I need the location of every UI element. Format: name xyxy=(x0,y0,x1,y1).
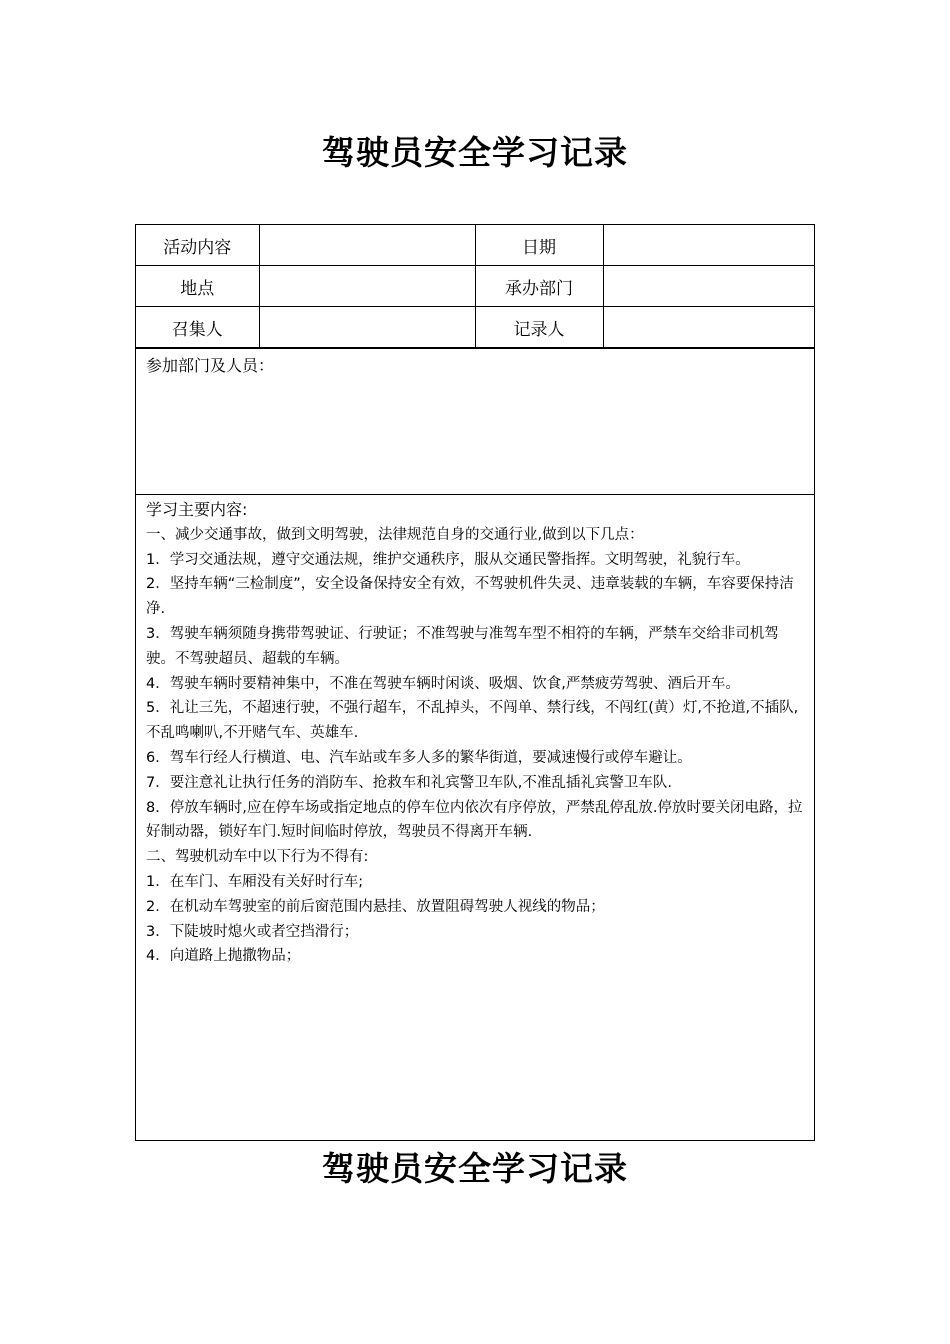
study-content-section xyxy=(136,494,814,1140)
content-line: 二、驾驶机动车中以下行为不得有: xyxy=(146,849,369,866)
host-department-label: 承办部门 xyxy=(475,266,603,307)
content-line: 1．学习交通法规，遵守交通法规，维护交通秩序，服从交通民警指挥。文明驾驶，礼貌行车。 xyxy=(146,551,750,568)
table-row xyxy=(136,225,814,266)
content-line: 3．下陡坡时熄火或者空挡滑行； xyxy=(146,923,359,940)
content-line: 6．驾车行经人行横道、电、汽车站或车多人多的繁华街道，要减速慢行或停车避让。 xyxy=(146,749,692,766)
location-field[interactable] xyxy=(259,266,475,307)
content-line: 3．驾驶车辆须随身携带驾驶证、行驶证；不准驾驶与准驾车型不相符的车辆，严禁车交给非司机驾驶。不驾驶超员、超载的车辆。 xyxy=(146,625,779,667)
page-title: 驾驶员安全学习记录 xyxy=(322,133,628,172)
content-line: 8．停放车辆时,应在停车场或指定地点的停车位内依次有序停放，严禁乱停乱放.停放时要关闭电路，拉好制动器，锁好车门.短时间临时停放，驾驶员不得离开车辆. xyxy=(146,799,803,841)
convener-field[interactable] xyxy=(259,307,475,348)
content-line: 1．在车门、车厢没有关好时行车; xyxy=(146,873,364,890)
info-table xyxy=(136,225,814,348)
content-line: 4．向道路上抛撒物品； xyxy=(146,948,301,965)
location-label: 地点 xyxy=(136,266,259,307)
activity-content-field[interactable] xyxy=(259,225,475,266)
host-department-field[interactable] xyxy=(603,266,814,307)
convener-label: 召集人 xyxy=(136,307,259,348)
content-line: 5．礼让三先，不超速行驶，不强行超车，不乱掉头，不闯单、禁行线，不闯红(黄）灯,不抢道,不插队,不乱鸣喇叭,不开赌气车、英雄车. xyxy=(146,700,799,742)
activity-content-label: 活动内容 xyxy=(136,225,259,266)
content-line: 一、减少交通事故，做到文明驾驶，法律规范自身的交通行业,做到以下几点： xyxy=(146,526,644,543)
content-line: 4．驾驶车辆时要精神集中，不准在驾驶车辆时闲谈、吸烟、饮食,严禁疲劳驾驶、酒后开车。 xyxy=(146,675,740,692)
footer-title: 驾驶员安全学习记录 xyxy=(322,1149,628,1188)
participants-label: 参加部门及人员： xyxy=(146,356,275,375)
table-row xyxy=(136,266,814,307)
study-content-heading: 学习主要内容: xyxy=(146,500,248,519)
participants-section xyxy=(136,348,814,494)
content-line: 2．坚持车辆“三检制度”，安全设备保持安全有效，不驾驶机件失灵、违章装载的车辆，车容要保持洁净. xyxy=(146,576,794,618)
content-line: 2．在机动车驾驶室的前后窗范围内悬挂、放置阻碍驾驶人视线的物品； xyxy=(146,898,605,915)
recorder-field[interactable] xyxy=(603,307,814,348)
table-row xyxy=(136,307,814,348)
date-label: 日期 xyxy=(475,225,603,266)
content-line: 7．要注意礼让执行任务的消防车、抢救车和礼宾警卫车队,不准乱插礼宾警卫车队. xyxy=(146,774,672,791)
date-field[interactable] xyxy=(603,225,814,266)
recorder-label: 记录人 xyxy=(475,307,603,348)
study-record-form xyxy=(135,224,815,1141)
